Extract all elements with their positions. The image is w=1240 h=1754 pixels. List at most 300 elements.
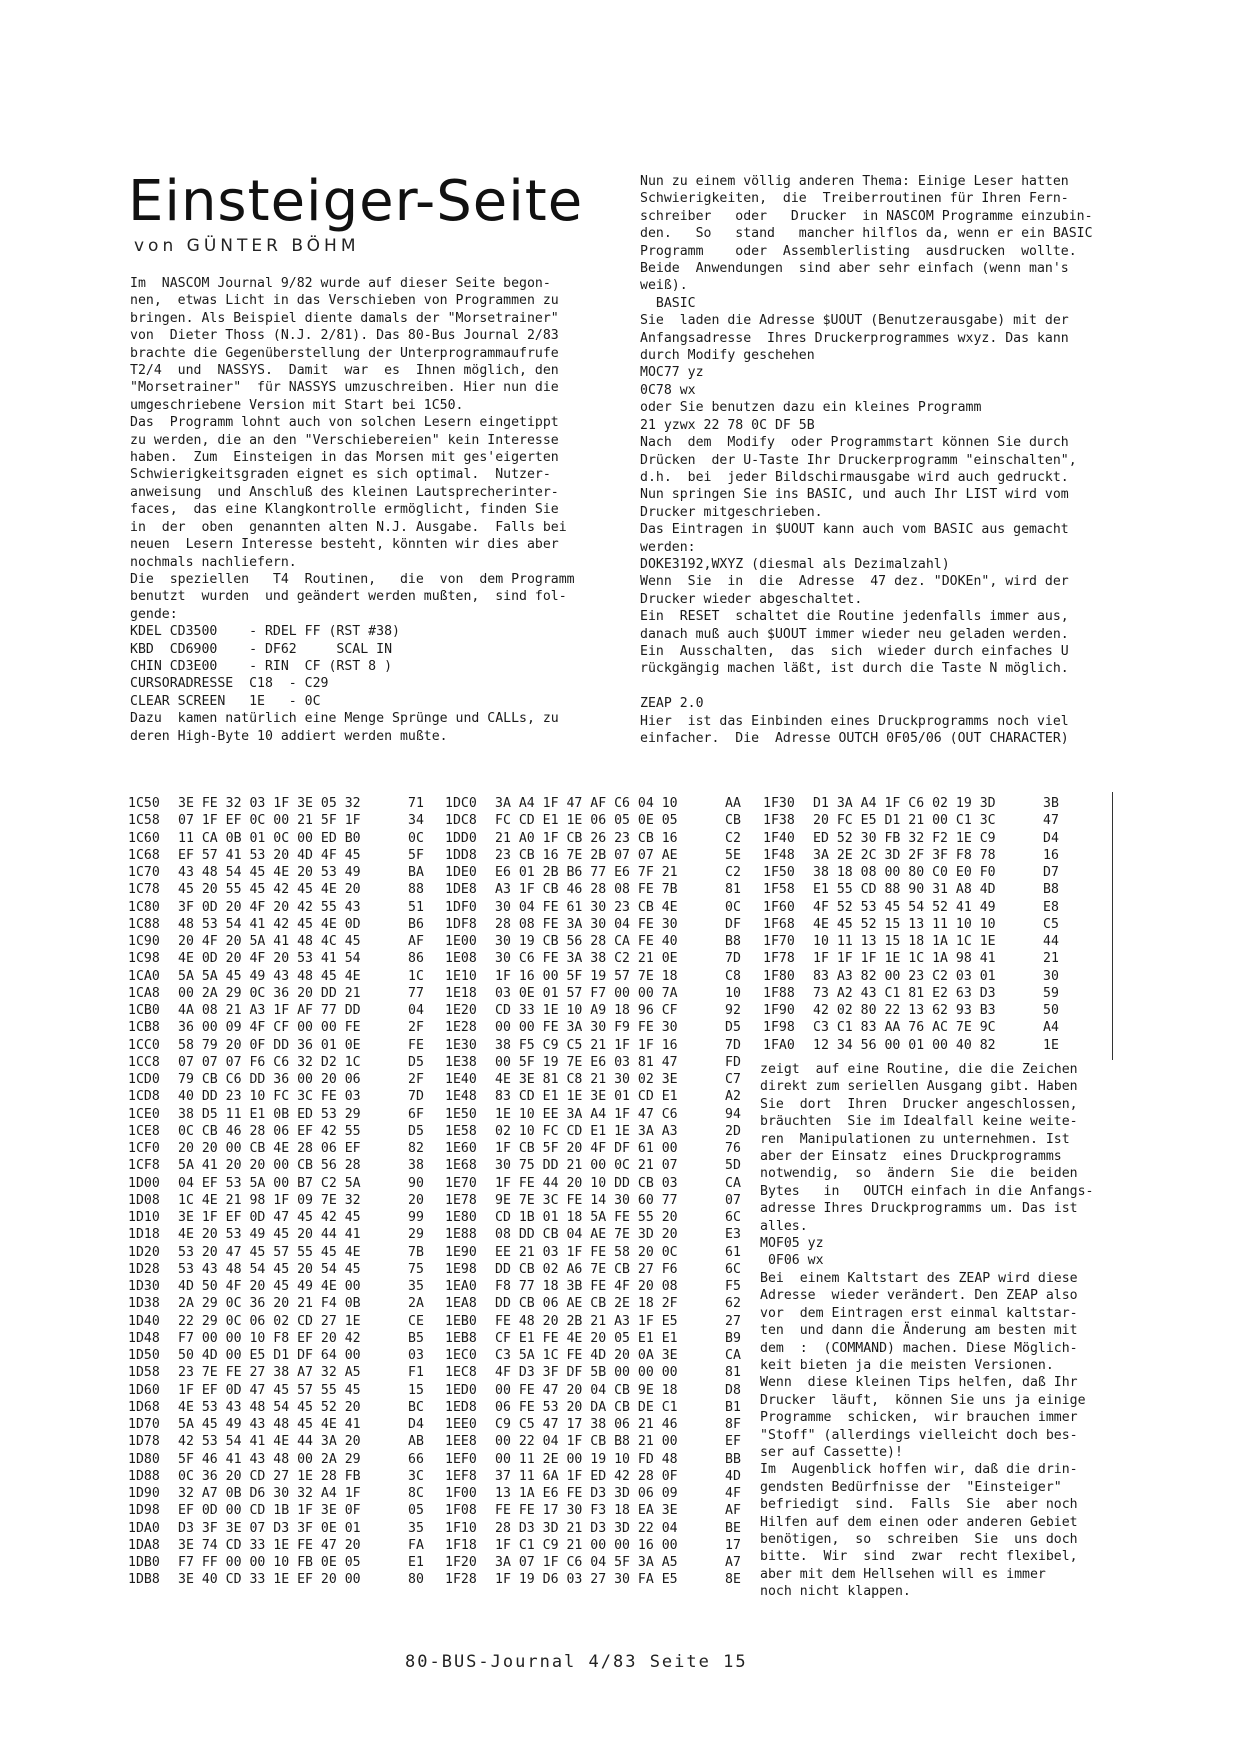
hex-bytes: 28 D3 3D 21 D3 3D 22 04 bbox=[495, 1520, 678, 1536]
text-line bbox=[640, 678, 1120, 695]
text-line: Anfangsadresse Ihres Druckerprogrammes wxyz. Das kann bbox=[640, 330, 1069, 346]
hex-sum: C2 bbox=[725, 865, 741, 880]
hex-sum: 03 bbox=[408, 1348, 424, 1363]
text-line: umgeschriebene Version mit Start bei 1C50. bbox=[130, 397, 464, 413]
hex-addr: 1D90 bbox=[128, 1486, 160, 1501]
hex-sum: 04 bbox=[408, 1003, 424, 1018]
hex-row bbox=[445, 1244, 765, 1261]
text-line: Nun zu einem völlig anderen Thema: Einige Leser hatten bbox=[640, 174, 1069, 189]
text-line: Dazu kamen natürlich eine Menge Sprünge und CALLs, zu bbox=[130, 711, 559, 727]
hex-row bbox=[128, 899, 448, 916]
hex-sum: 71 bbox=[408, 796, 424, 811]
hex-bytes: CD 1B 01 18 5A FE 55 20 bbox=[495, 1210, 678, 1225]
hex-row bbox=[128, 864, 448, 881]
text-line: Adresse wieder verändert. Den ZEAP also bbox=[760, 1288, 1078, 1304]
text-line: CLEAR SCREEN 1E - 0C bbox=[130, 693, 321, 709]
hex-sum: DF bbox=[725, 916, 741, 932]
text-line: Programm oder Assemblerlisting ausdrucken wollte. bbox=[640, 243, 1077, 259]
hex-sum: 0C bbox=[725, 899, 741, 915]
hex-sum: 2A bbox=[408, 1296, 424, 1312]
hex-sum: 77 bbox=[408, 985, 424, 1001]
text-line: Drucker läuft, können Sie uns ja einige bbox=[760, 1392, 1086, 1408]
hex-addr: 1E40 bbox=[445, 1072, 477, 1087]
text-line: aber mit dem Hellsehen will es immer bbox=[760, 1566, 1046, 1582]
text-line: faces, das eine Klangkontrolle ermöglicht, finden Sie bbox=[130, 502, 559, 518]
hex-addr: 1C80 bbox=[128, 899, 160, 915]
text-line: haben. Zum Einsteigen in das Morsen mit ges'eigerten bbox=[130, 450, 559, 466]
hex-row bbox=[445, 1019, 765, 1036]
text-line: befriedigt sind. Falls Sie aber noch bbox=[760, 1497, 1078, 1513]
hex-row bbox=[445, 1485, 765, 1502]
text-line: "Morsetrainer" für NASSYS umzuschreiben. Hier nun die bbox=[130, 380, 559, 396]
hex-bytes: 1F C1 C9 21 00 00 16 00 bbox=[495, 1537, 678, 1553]
hex-addr: 1D20 bbox=[128, 1244, 160, 1260]
hex-bytes: 12 34 56 00 01 00 40 82 bbox=[813, 1037, 996, 1053]
text-line: anweisung und Anschluß des kleinen Lautsprecherinter- bbox=[130, 484, 559, 500]
hex-sum: 61 bbox=[725, 1244, 741, 1260]
text-line: vor dem Eintragen erst einmal kaltstar- bbox=[760, 1305, 1078, 1321]
hex-sum: 8E bbox=[725, 1572, 741, 1588]
text-line: Sie dort Ihren Drucker angeschlossen, bbox=[760, 1096, 1078, 1112]
text-line: weiß). bbox=[640, 278, 688, 294]
hex-bytes: 5A 45 49 43 48 45 4E 41 bbox=[178, 1417, 361, 1432]
text-line: Die speziellen T4 Routinen, die von dem Programm bbox=[130, 571, 575, 587]
hex-bytes: 42 53 54 41 4E 44 3A 20 bbox=[178, 1434, 361, 1450]
hex-row bbox=[128, 933, 448, 950]
hex-row bbox=[445, 1571, 765, 1588]
hex-sum: 07 bbox=[725, 1192, 741, 1208]
hex-bytes: 4E 45 52 15 13 11 10 10 bbox=[813, 916, 996, 932]
hex-bytes: 23 7E FE 27 38 A7 32 A5 bbox=[178, 1365, 361, 1381]
hex-sum: A2 bbox=[725, 1089, 741, 1105]
text-line: von Dieter Thoss (N.J. 2/81). Das 80-Bus Journal 2/83 bbox=[130, 328, 559, 344]
hex-row bbox=[445, 1347, 765, 1364]
hex-bytes: 83 CD E1 1E 3E 01 CD E1 bbox=[495, 1089, 678, 1105]
hex-bytes: 00 2A 29 0C 36 20 DD 21 bbox=[178, 985, 361, 1001]
hex-sum: 2D bbox=[725, 1123, 741, 1139]
hex-addr: 1D98 bbox=[128, 1503, 160, 1519]
hex-bytes: 1C 4E 21 98 1F 09 7E 32 bbox=[178, 1192, 361, 1208]
hex-bytes: 3A 2E 2C 3D 2F 3F F8 78 bbox=[813, 847, 996, 863]
hex-addr: 1F58 bbox=[763, 882, 795, 898]
hex-bytes: 04 EF 53 5A 00 B7 C2 5A bbox=[178, 1175, 361, 1191]
hex-addr: 1D28 bbox=[128, 1261, 160, 1277]
hex-sum: C2 bbox=[725, 830, 741, 846]
hex-bytes: C3 C1 83 AA 76 AC 7E 9C bbox=[813, 1020, 996, 1036]
hex-addr: 1F78 bbox=[763, 951, 795, 967]
hex-row bbox=[445, 1054, 765, 1071]
hex-row bbox=[128, 1364, 448, 1381]
hex-row bbox=[445, 1451, 765, 1468]
text-line: DOKE3192,WXYZ (diesmal als Dezimalzahl) bbox=[640, 556, 950, 572]
hex-bytes: 13 1A E6 FE D3 3D 06 09 bbox=[495, 1486, 678, 1501]
hex-addr: 1D00 bbox=[128, 1175, 160, 1191]
text-line: Nun springen Sie ins BASIC, und auch Ihr LIST wird vom bbox=[640, 487, 1069, 503]
hex-row bbox=[128, 1520, 448, 1537]
text-line: Drucker mitgeschrieben. bbox=[640, 504, 823, 520]
hex-bytes: 30 04 FE 61 30 23 CB 4E bbox=[495, 899, 678, 915]
hex-addr: 1C78 bbox=[128, 882, 160, 898]
hex-bytes: 21 A0 1F CB 26 23 CB 16 bbox=[495, 830, 678, 846]
hex-row bbox=[128, 1468, 448, 1485]
hex-bytes: 45 20 55 45 42 45 4E 20 bbox=[178, 882, 361, 898]
text-line: aber der Einsatz eines Druckprogramms bbox=[760, 1149, 1062, 1165]
text-line: dem : (COMMAND) machen. Diese Möglich- bbox=[760, 1340, 1078, 1356]
hex-bytes: EF 57 41 53 20 4D 4F 45 bbox=[178, 847, 361, 863]
hex-sum: C7 bbox=[725, 1072, 741, 1087]
hex-bytes: 5A 5A 45 49 43 48 45 4E bbox=[178, 968, 361, 984]
hex-sum: 38 bbox=[408, 1158, 424, 1174]
hex-bytes: EE 21 03 1F FE 58 20 0C bbox=[495, 1244, 678, 1260]
hex-addr: 1F28 bbox=[445, 1572, 477, 1588]
hex-addr: 1EE8 bbox=[445, 1434, 477, 1450]
hex-addr: 1C70 bbox=[128, 865, 160, 880]
hex-row bbox=[128, 1382, 448, 1399]
hex-bytes: 73 A2 43 C1 81 E2 63 D3 bbox=[813, 985, 996, 1001]
hex-bytes: 83 A3 82 00 23 C2 03 01 bbox=[813, 968, 996, 984]
hex-sum: 5F bbox=[408, 847, 424, 863]
hex-addr: 1C98 bbox=[128, 951, 160, 967]
hex-addr: 1C58 bbox=[128, 813, 160, 829]
hex-row bbox=[128, 1278, 448, 1295]
hex-addr: 1DE0 bbox=[445, 865, 477, 880]
text-line: 0F06 wx bbox=[760, 1253, 824, 1269]
hex-sum: CA bbox=[725, 1175, 741, 1191]
hex-sum: 88 bbox=[408, 882, 424, 898]
hex-row bbox=[128, 1347, 448, 1364]
hex-bytes: 0C 36 20 CD 27 1E 28 FB bbox=[178, 1468, 361, 1484]
hex-addr: 1DD0 bbox=[445, 830, 477, 846]
hex-sum: C8 bbox=[725, 968, 741, 984]
hex-bytes: 53 43 48 54 45 20 54 45 bbox=[178, 1261, 361, 1277]
hex-addr: 1CC8 bbox=[128, 1054, 160, 1070]
text-line: keit bieten ja die meisten Versionen. bbox=[760, 1357, 1054, 1373]
column-divider bbox=[1112, 792, 1113, 1060]
hex-addr: 1DC0 bbox=[445, 796, 477, 811]
hex-bytes: 1F EF 0D 47 45 57 55 45 bbox=[178, 1382, 361, 1398]
hex-addr: 1CB0 bbox=[128, 1003, 160, 1018]
hex-sum: EF bbox=[725, 1434, 741, 1450]
hex-sum: 2F bbox=[408, 1072, 424, 1087]
hex-bytes: 3E 1F EF 0D 47 45 42 45 bbox=[178, 1210, 361, 1225]
hex-addr: 1DD8 bbox=[445, 847, 477, 863]
hex-addr: 1D80 bbox=[128, 1451, 160, 1467]
hex-addr: 1DB8 bbox=[128, 1572, 160, 1588]
hex-dump-column-1 bbox=[128, 795, 448, 1589]
text-line: benutzt wurden und geändert werden mußten, sind fol- bbox=[130, 589, 567, 605]
hex-addr: 1DF0 bbox=[445, 899, 477, 915]
hex-bytes: 07 07 07 F6 C6 32 D2 1C bbox=[178, 1054, 361, 1070]
hex-row bbox=[445, 1088, 765, 1105]
hex-addr: 1F30 bbox=[763, 796, 795, 811]
hex-sum: 7D bbox=[725, 1037, 741, 1053]
text-line: danach muß auch $UOUT immer wieder neu geladen werden. bbox=[640, 626, 1069, 642]
text-line: ren Manipulationen zu unternehmen. Ist bbox=[760, 1131, 1070, 1147]
hex-addr: 1E98 bbox=[445, 1261, 477, 1277]
hex-sum: 80 bbox=[408, 1572, 424, 1588]
hex-bytes: 30 C6 FE 3A 38 C2 21 0E bbox=[495, 951, 678, 967]
text-line: 21 yzwx 22 78 0C DF 5B bbox=[640, 417, 815, 433]
text-line: Beide Anwendungen sind aber sehr einfach (wenn man's bbox=[640, 261, 1069, 277]
hex-addr: 1DE8 bbox=[445, 882, 477, 898]
hex-sum: 6F bbox=[408, 1106, 424, 1122]
hex-row bbox=[445, 1278, 765, 1295]
hex-row bbox=[445, 1002, 765, 1019]
hex-row bbox=[445, 916, 765, 933]
hex-sum: 30 bbox=[1043, 968, 1059, 984]
hex-row bbox=[128, 1330, 448, 1347]
hex-bytes: 06 FE 53 20 DA CB DE C1 bbox=[495, 1399, 678, 1415]
hex-bytes: 1F 19 D6 03 27 30 FA E5 bbox=[495, 1572, 678, 1588]
text-line: MOF05 yz bbox=[760, 1236, 824, 1252]
hex-sum: D8 bbox=[725, 1382, 741, 1398]
hex-addr: 1E80 bbox=[445, 1210, 477, 1225]
text-line: einfacher. Die Adresse OUTCH 0F05/06 (OUT CHARACTER) bbox=[640, 731, 1069, 746]
hex-addr: 1F88 bbox=[763, 985, 795, 1001]
hex-row bbox=[128, 830, 448, 847]
hex-addr: 1F10 bbox=[445, 1520, 477, 1536]
hex-row bbox=[128, 1019, 448, 1036]
hex-bytes: 48 53 54 41 42 45 4E 0D bbox=[178, 916, 361, 932]
hex-row bbox=[445, 1554, 765, 1571]
hex-sum: BA bbox=[408, 865, 424, 880]
hex-sum: 51 bbox=[408, 899, 424, 915]
hex-sum: 4F bbox=[725, 1486, 741, 1501]
text-line: neuen Lesern Interesse besteht, könnten wir dies aber bbox=[130, 537, 559, 553]
hex-addr: 1D48 bbox=[128, 1330, 160, 1346]
text-line: nen, etwas Licht in das Verschieben von Programmen zu bbox=[130, 293, 559, 309]
text-line: Drücken der U-Taste Ihr Druckerprogramm "einschalten", bbox=[640, 452, 1077, 468]
hex-addr: 1D50 bbox=[128, 1348, 160, 1363]
hex-row bbox=[445, 864, 765, 881]
text-line: CHIN CD3E00 - RIN CF (RST 8 ) bbox=[130, 658, 393, 674]
hex-addr: 1F20 bbox=[445, 1555, 477, 1570]
hex-dump-column-2 bbox=[445, 795, 765, 1589]
hex-sum: CA bbox=[725, 1348, 741, 1363]
hex-bytes: 30 19 CB 56 28 CA FE 40 bbox=[495, 934, 678, 949]
hex-row bbox=[128, 1002, 448, 1019]
hex-bytes: F7 FF 00 00 10 FB 0E 05 bbox=[178, 1555, 361, 1570]
hex-row bbox=[445, 1502, 765, 1519]
hex-bytes: 3A 07 1F C6 04 5F 3A A5 bbox=[495, 1555, 678, 1570]
hex-row bbox=[128, 968, 448, 985]
hex-row bbox=[128, 1106, 448, 1123]
hex-bytes: 1E 10 EE 3A A4 1F 47 C6 bbox=[495, 1106, 678, 1122]
hex-addr: 1E90 bbox=[445, 1244, 477, 1260]
hex-bytes: 32 A7 0B D6 30 32 A4 1F bbox=[178, 1486, 361, 1501]
hex-bytes: C9 C5 47 17 38 06 21 46 bbox=[495, 1417, 678, 1432]
hex-row bbox=[128, 1313, 448, 1330]
text-line: d.h. bei jeder Bildschirmausgabe wird auch gedruckt. bbox=[640, 469, 1069, 485]
hex-sum: 44 bbox=[1043, 934, 1059, 949]
text-line: brachte die Gegenüberstellung der Unterprogrammaufrufe bbox=[130, 345, 559, 361]
hex-sum: 99 bbox=[408, 1210, 424, 1225]
hex-addr: 1F00 bbox=[445, 1486, 477, 1501]
text-line: Schwierigkeiten, die Treiberroutinen für Ihren Fern- bbox=[640, 191, 1069, 207]
hex-row bbox=[445, 1382, 765, 1399]
hex-row bbox=[445, 1537, 765, 1554]
hex-addr: 1EA0 bbox=[445, 1279, 477, 1294]
hex-addr: 1D88 bbox=[128, 1468, 160, 1484]
hex-row bbox=[128, 1140, 448, 1157]
text-line: zu werden, die an den "Verschiebereien" kein Interesse bbox=[130, 432, 559, 448]
hex-addr: 1ED0 bbox=[445, 1382, 477, 1398]
hex-bytes: 00 FE 47 20 04 CB 9E 18 bbox=[495, 1382, 678, 1398]
hex-row bbox=[445, 1071, 765, 1088]
hex-sum: 50 bbox=[1043, 1003, 1059, 1018]
hex-sum: B1 bbox=[725, 1399, 741, 1415]
hex-sum: CB bbox=[725, 813, 741, 829]
hex-row bbox=[128, 1261, 448, 1278]
text-line: werden: bbox=[640, 539, 696, 555]
hex-bytes: F7 00 00 10 F8 EF 20 42 bbox=[178, 1330, 361, 1346]
hex-sum: AA bbox=[725, 796, 741, 811]
hex-addr: 1D68 bbox=[128, 1399, 160, 1415]
text-line: CURSORADRESSE C18 - C29 bbox=[130, 676, 329, 692]
hex-addr: 1ED8 bbox=[445, 1399, 477, 1415]
hex-addr: 1E30 bbox=[445, 1037, 477, 1053]
hex-bytes: 00 00 FE 3A 30 F9 FE 30 bbox=[495, 1020, 678, 1036]
hex-bytes: 10 11 13 15 18 1A 1C 1E bbox=[813, 934, 996, 949]
hex-bytes: 3A A4 1F 47 AF C6 04 10 bbox=[495, 796, 678, 811]
hex-bytes: 36 00 09 4F CF 00 00 FE bbox=[178, 1020, 361, 1036]
hex-sum: E1 bbox=[408, 1555, 424, 1570]
hex-bytes: 02 10 FC CD E1 1E 3A A3 bbox=[495, 1123, 678, 1139]
hex-bytes: 20 4F 20 5A 41 48 4C 45 bbox=[178, 934, 361, 949]
hex-row bbox=[128, 1157, 448, 1174]
hex-row bbox=[445, 985, 765, 1002]
hex-bytes: 1F 16 00 5F 19 57 7E 18 bbox=[495, 968, 678, 984]
hex-sum: B5 bbox=[408, 1330, 424, 1346]
hex-row bbox=[445, 1140, 765, 1157]
hex-sum: 7D bbox=[725, 951, 741, 967]
hex-addr: 1D18 bbox=[128, 1227, 160, 1243]
text-line: Schwierigkeitsgraden eignet es sich optimal. Nutzer- bbox=[130, 467, 551, 483]
hex-addr: 1DA0 bbox=[128, 1520, 160, 1536]
text-line: MOC77 yz bbox=[640, 365, 704, 381]
hex-bytes: 3E 74 CD 33 1E FE 47 20 bbox=[178, 1537, 361, 1553]
hex-addr: 1C50 bbox=[128, 796, 160, 811]
hex-sum: 6C bbox=[725, 1210, 741, 1225]
text-line: ten und dann die Änderung am besten mit bbox=[760, 1323, 1078, 1339]
hex-bytes: 50 4D 00 E5 D1 DF 64 00 bbox=[178, 1348, 361, 1363]
hex-bytes: 4D 50 4F 20 45 49 4E 00 bbox=[178, 1279, 361, 1294]
hex-bytes: 4F 52 53 45 54 52 41 49 bbox=[813, 899, 996, 915]
hex-sum: 35 bbox=[408, 1279, 424, 1294]
hex-row bbox=[128, 1485, 448, 1502]
hex-sum: 7D bbox=[408, 1089, 424, 1105]
hex-addr: 1CA0 bbox=[128, 968, 160, 984]
hex-row bbox=[763, 830, 1083, 847]
hex-bytes: 37 11 6A 1F ED 42 28 0F bbox=[495, 1468, 678, 1484]
hex-addr: 1CE0 bbox=[128, 1106, 160, 1122]
text-line: zeigt auf eine Routine, die die Zeichen bbox=[760, 1062, 1078, 1077]
hex-addr: 1CD8 bbox=[128, 1089, 160, 1105]
hex-bytes: FE FE 17 30 F3 18 EA 3E bbox=[495, 1503, 678, 1519]
hex-addr: 1DA8 bbox=[128, 1537, 160, 1553]
text-line: Bytes in OUTCH einfach in die Anfangs- bbox=[760, 1183, 1094, 1199]
text-line: bitte. Wir sind zwar recht flexibel, bbox=[760, 1549, 1078, 1565]
hex-addr: 1D58 bbox=[128, 1365, 160, 1381]
hex-bytes: 0C CB 46 28 06 EF 42 55 bbox=[178, 1123, 361, 1139]
hex-row bbox=[445, 795, 765, 812]
hex-row bbox=[128, 1451, 448, 1468]
hex-row bbox=[445, 968, 765, 985]
text-line: bräuchten Sie im Idealfall keine weite- bbox=[760, 1114, 1078, 1130]
hex-sum: 6C bbox=[725, 1261, 741, 1277]
hex-row bbox=[445, 1416, 765, 1433]
hex-sum: 75 bbox=[408, 1261, 424, 1277]
hex-sum: 17 bbox=[725, 1537, 741, 1553]
hex-row bbox=[128, 1399, 448, 1416]
hex-addr: 1E18 bbox=[445, 985, 477, 1001]
text-line: noch nicht klappen. bbox=[760, 1584, 911, 1600]
text-line: KBD CD6900 - DF62 SCAL IN bbox=[130, 641, 393, 657]
hex-sum: FE bbox=[408, 1037, 424, 1053]
hex-row bbox=[128, 881, 448, 898]
hex-row bbox=[445, 1226, 765, 1243]
hex-sum: BB bbox=[725, 1451, 741, 1467]
hex-row bbox=[128, 1088, 448, 1105]
hex-row bbox=[128, 1295, 448, 1312]
hex-addr: 1D40 bbox=[128, 1313, 160, 1329]
page-footer: 80-BUS-Journal 4/83 Seite 15 bbox=[405, 1652, 748, 1672]
hex-sum: 05 bbox=[408, 1503, 424, 1519]
hex-addr: 1C90 bbox=[128, 934, 160, 949]
hex-sum: C5 bbox=[1043, 916, 1059, 932]
hex-bytes: C3 5A 1C FE 4D 20 0A 3E bbox=[495, 1348, 678, 1363]
hex-sum: BE bbox=[725, 1520, 741, 1536]
hex-row bbox=[763, 795, 1083, 812]
hex-addr: 1E78 bbox=[445, 1192, 477, 1208]
hex-addr: 1E48 bbox=[445, 1089, 477, 1105]
text-line: Hilfen auf dem einen oder anderen Gebiet bbox=[760, 1514, 1078, 1530]
hex-bytes: 4F D3 3F DF 5B 00 00 00 bbox=[495, 1365, 678, 1381]
hex-sum: 86 bbox=[408, 951, 424, 967]
hex-addr: 1F08 bbox=[445, 1503, 477, 1519]
hex-bytes: ED 52 30 FB 32 F2 1E C9 bbox=[813, 830, 996, 846]
hex-sum: E3 bbox=[725, 1227, 741, 1243]
hex-sum: A7 bbox=[725, 1555, 741, 1570]
hex-bytes: 4A 08 21 A3 1F AF 77 DD bbox=[178, 1003, 361, 1018]
hex-addr: 1D08 bbox=[128, 1192, 160, 1208]
hex-sum: 59 bbox=[1043, 985, 1059, 1001]
hex-bytes: 38 D5 11 E1 0B ED 53 29 bbox=[178, 1106, 361, 1122]
hex-bytes: 28 08 FE 3A 30 04 FE 30 bbox=[495, 916, 678, 932]
hex-addr: 1E28 bbox=[445, 1020, 477, 1036]
hex-row bbox=[128, 1192, 448, 1209]
hex-addr: 1D78 bbox=[128, 1434, 160, 1450]
hex-sum: D5 bbox=[408, 1054, 424, 1070]
hex-sum: B9 bbox=[725, 1330, 741, 1346]
hex-row bbox=[763, 881, 1083, 898]
hex-row bbox=[445, 933, 765, 950]
hex-bytes: E1 55 CD 88 90 31 A8 4D bbox=[813, 882, 996, 898]
hex-bytes: 4E 0D 20 4F 20 53 41 54 bbox=[178, 951, 361, 967]
hex-sum: 81 bbox=[725, 882, 741, 898]
text-line: Das Programm lohnt auch von solchen Lesern eingetippt bbox=[130, 415, 559, 431]
text-line: Bei einem Kaltstart des ZEAP wird diese bbox=[760, 1270, 1078, 1286]
hex-bytes: 53 20 47 45 57 55 45 4E bbox=[178, 1244, 361, 1260]
article-right-column bbox=[640, 173, 1120, 747]
hex-bytes: 9E 7E 3C FE 14 30 60 77 bbox=[495, 1192, 678, 1208]
hex-addr: 1F98 bbox=[763, 1020, 795, 1036]
hex-addr: 1E10 bbox=[445, 968, 477, 984]
hex-bytes: 2A 29 0C 36 20 21 F4 0B bbox=[178, 1296, 361, 1312]
hex-bytes: 4E 20 53 49 45 20 44 41 bbox=[178, 1227, 361, 1243]
hex-row bbox=[445, 1520, 765, 1537]
hex-addr: 1CC0 bbox=[128, 1037, 160, 1053]
